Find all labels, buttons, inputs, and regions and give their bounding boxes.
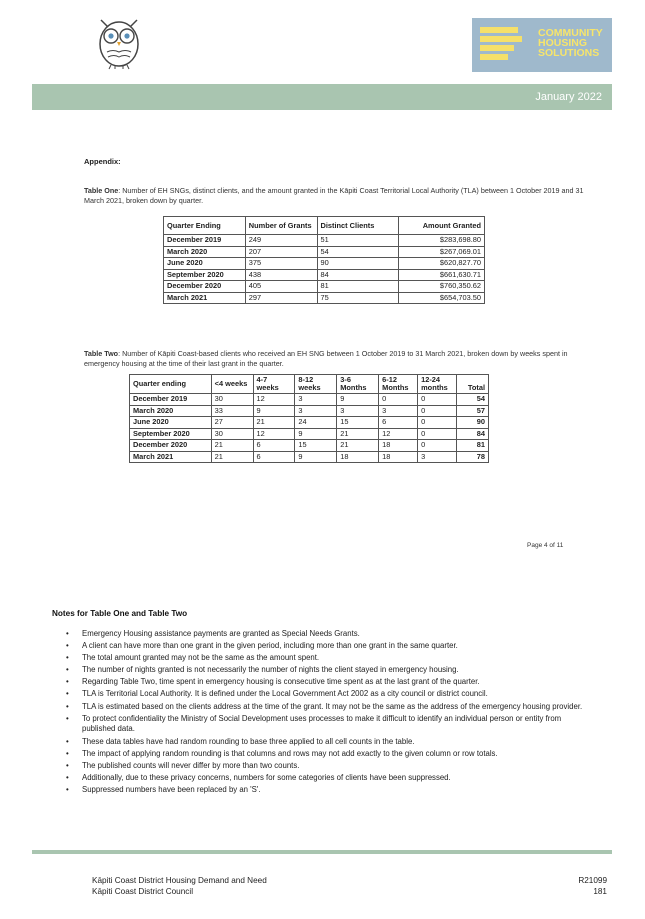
table-cell: 78 xyxy=(457,451,489,463)
table-cell: 375 xyxy=(245,258,317,270)
table-cell: March 2021 xyxy=(164,292,246,304)
table-cell: 405 xyxy=(245,281,317,293)
table-header-cell: <4 weeks xyxy=(211,375,253,394)
table-cell: September 2020 xyxy=(164,269,246,281)
footer-report-code: R21099 xyxy=(578,876,607,885)
table-row xyxy=(164,292,485,304)
table-cell: 24 xyxy=(295,417,337,429)
table-cell: 33 xyxy=(211,405,253,417)
table-cell: 54 xyxy=(457,394,489,406)
table-two xyxy=(129,374,489,463)
table-cell: 12 xyxy=(379,428,418,440)
list-item: • These data tables have had random rounding to base three applied to all cell counts in the table. xyxy=(66,737,592,748)
table-header-cell: Distinct Clients xyxy=(317,217,399,235)
table-row xyxy=(130,451,489,463)
logo-text: COMMUNITY HOUSING SOLUTIONS xyxy=(538,27,603,59)
table-cell: 54 xyxy=(317,246,399,258)
table-one-caption: Table One: Number of EH SNGs, distinct clients, and the amount granted in the Kāpiti Coast Territorial Local Authority (TLA) between 1 October 2019 and 31 March 2021, broken down by quarter. xyxy=(84,186,584,205)
table-cell: 9 xyxy=(295,428,337,440)
table-cell: 3 xyxy=(295,405,337,417)
table-cell: 30 xyxy=(211,394,253,406)
table-cell: December 2020 xyxy=(164,281,246,293)
list-item: • TLA is estimated based on the clients address at the time of the grant. It may not be the same as the address of the emergency housing provider. xyxy=(66,702,592,713)
table-cell: 18 xyxy=(379,440,418,452)
logo-bars-icon xyxy=(480,27,522,61)
list-item: • Additionally, due to these privacy concerns, numbers for some categories of clients have been suppressed. xyxy=(66,773,592,784)
table-cell: 0 xyxy=(379,394,418,406)
table-cell: 6 xyxy=(253,440,295,452)
table-cell: $283,698.80 xyxy=(399,235,485,247)
table-cell: 27 xyxy=(211,417,253,429)
table-cell: 9 xyxy=(253,405,295,417)
list-item: • The impact of applying random rounding is that columns and rows may not add exactly to the given column or row totals. xyxy=(66,749,592,760)
table-cell: 21 xyxy=(337,440,379,452)
table-row xyxy=(164,269,485,281)
list-item: • To protect confidentiality the Ministry of Social Development uses processes to make it difficult to identify an individual person or entity from published data. xyxy=(66,714,592,736)
table-cell: 90 xyxy=(457,417,489,429)
list-item: • A client can have more than one grant in the given period, including more than one grant in the same quarter. xyxy=(66,641,592,652)
table-cell: 81 xyxy=(317,281,399,293)
footer-page-number: 181 xyxy=(593,887,607,896)
table-cell: 3 xyxy=(379,405,418,417)
appendix-heading: Appendix: xyxy=(84,157,121,166)
header-band xyxy=(32,84,612,110)
table-header-cell: Quarter Ending xyxy=(164,217,246,235)
table-cell: 0 xyxy=(418,405,457,417)
table-header-cell: 4-7 weeks xyxy=(253,375,295,394)
table-cell: 0 xyxy=(418,417,457,429)
table-cell: 84 xyxy=(317,269,399,281)
table-cell: December 2020 xyxy=(130,440,212,452)
table-row xyxy=(164,235,485,247)
list-item: • TLA is Territorial Local Authority. It is defined under the Local Government Act 2002 as a city council or district council. xyxy=(66,689,592,700)
table-header-cell: 12-24 months xyxy=(418,375,457,394)
table-cell: 18 xyxy=(337,451,379,463)
table-row xyxy=(130,428,489,440)
table-cell: December 2019 xyxy=(130,394,212,406)
table-cell: 84 xyxy=(457,428,489,440)
table-cell: 75 xyxy=(317,292,399,304)
table-cell: $661,630.71 xyxy=(399,269,485,281)
notes-title: Notes for Table One and Table Two xyxy=(52,609,188,618)
table-cell: $760,350.62 xyxy=(399,281,485,293)
table-cell: 51 xyxy=(317,235,399,247)
table-header-cell: Number of Grants xyxy=(245,217,317,235)
list-item: • Emergency Housing assistance payments are granted as Special Needs Grants. xyxy=(66,629,592,640)
table-cell: 81 xyxy=(457,440,489,452)
table-cell: September 2020 xyxy=(130,428,212,440)
table-row xyxy=(164,246,485,258)
list-item: • The number of nights granted is not necessarily the number of nights the client stayed in emergency housing. xyxy=(66,665,592,676)
table-header-cell: Quarter ending xyxy=(130,375,212,394)
table-header-cell: 3-6 Months xyxy=(337,375,379,394)
table-cell: 21 xyxy=(253,417,295,429)
table-cell: 9 xyxy=(295,451,337,463)
table-cell: $620,827.70 xyxy=(399,258,485,270)
table-cell: 15 xyxy=(337,417,379,429)
page-number: Page 4 of 11 xyxy=(527,542,564,549)
table-cell: March 2020 xyxy=(164,246,246,258)
table-cell: June 2020 xyxy=(130,417,212,429)
table-two-caption: Table Two: Number of Kāpiti Coast-based clients who received an EH SNG between 1 October 2019 to 31 March 2021, broken down by weeks spent in emergency housing at the time of their last grant in the quarter. xyxy=(84,349,568,368)
table-one xyxy=(163,216,485,304)
table-cell: 0 xyxy=(418,428,457,440)
table-cell: 0 xyxy=(418,440,457,452)
notes-list xyxy=(66,629,592,797)
list-item: • Suppressed numbers have been replaced by an 'S'. xyxy=(66,785,592,796)
table-cell: 297 xyxy=(245,292,317,304)
table-cell: 9 xyxy=(337,394,379,406)
table-cell: 90 xyxy=(317,258,399,270)
footer-council-name: Kāpiti Coast District Council xyxy=(92,887,194,896)
table-cell: March 2021 xyxy=(130,451,212,463)
table-header-cell: 8-12 weeks xyxy=(295,375,337,394)
owl-logo-icon xyxy=(93,14,145,70)
table-cell: 0 xyxy=(418,394,457,406)
table-cell: June 2020 xyxy=(164,258,246,270)
table-row xyxy=(130,405,489,417)
table-cell: 21 xyxy=(211,440,253,452)
table-cell: 3 xyxy=(295,394,337,406)
list-item: • The published counts will never differ by more than two counts. xyxy=(66,761,592,772)
table-row xyxy=(130,394,489,406)
list-item: • Regarding Table Two, time spent in emergency housing is consecutive time spent as at the last grant of the quarter. xyxy=(66,677,592,688)
table-cell: $654,703.50 xyxy=(399,292,485,304)
table-cell: 6 xyxy=(379,417,418,429)
community-housing-solutions-logo xyxy=(472,18,612,72)
table-header-cell: Total xyxy=(457,375,489,394)
footer-right xyxy=(578,875,607,897)
table-cell: 3 xyxy=(337,405,379,417)
table-row xyxy=(164,281,485,293)
table-cell: 21 xyxy=(337,428,379,440)
table-header-row xyxy=(130,375,489,394)
footer-rule xyxy=(32,850,612,854)
table-cell: December 2019 xyxy=(164,235,246,247)
table-cell: $267,069.01 xyxy=(399,246,485,258)
table-cell: 438 xyxy=(245,269,317,281)
table-cell: March 2020 xyxy=(130,405,212,417)
footer-left xyxy=(92,875,267,897)
report-date: January 2022 xyxy=(535,91,602,103)
list-item: • The total amount granted may not be the same as the amount spent. xyxy=(66,653,592,664)
footer-report-title: Kāpiti Coast District Housing Demand and Need xyxy=(92,876,267,885)
table-cell: 30 xyxy=(211,428,253,440)
table-row xyxy=(164,258,485,270)
table-header-cell: 6-12 Months xyxy=(379,375,418,394)
table-header-cell: Amount Granted xyxy=(399,217,485,235)
table-cell: 3 xyxy=(418,451,457,463)
table-cell: 57 xyxy=(457,405,489,417)
table-cell: 6 xyxy=(253,451,295,463)
table-row xyxy=(130,440,489,452)
table-cell: 249 xyxy=(245,235,317,247)
table-cell: 21 xyxy=(211,451,253,463)
table-cell: 12 xyxy=(253,428,295,440)
table-cell: 15 xyxy=(295,440,337,452)
table-cell: 12 xyxy=(253,394,295,406)
table-row xyxy=(130,417,489,429)
table-cell: 18 xyxy=(379,451,418,463)
table-header-row xyxy=(164,217,485,235)
table-cell: 207 xyxy=(245,246,317,258)
